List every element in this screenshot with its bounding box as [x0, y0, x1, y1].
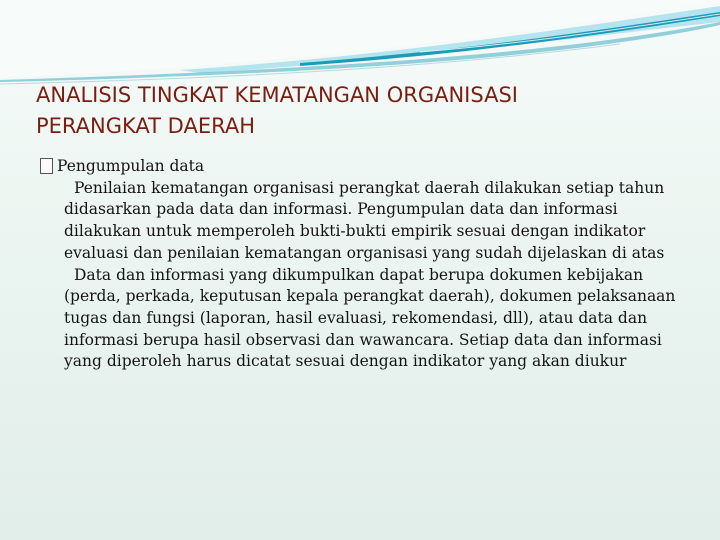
bullet-heading: Pengumpulan data [57, 157, 205, 175]
paragraph-data-informasi: Data dan informasi yang dikumpulkan dapat berupa dokumen kebijakan (perda, perkada, keputusan kepala perangkat daerah), dokumen pelaksanaan tugas dan fungsi (laporan, hasil evaluasi, rekomendasi, dll), atau data dan informasi berupa hasil observasi dan wawancara. Setiap data dan informasi yang diperoleh harus dicatat sesuai dengan indikator yang akan diukur [64, 265, 676, 371]
bullet-item [40, 156, 690, 178]
slide-content [40, 156, 690, 373]
paragraph-penilaian: Penilaian kematangan organisasi perangkat daerah dilakukan setiap tahun didasarkan pada data dan informasi. Pengumpulan data dan informasi dilakukan untuk memperoleh bukti-bukti empirik sesuai dengan indikator evaluasi dan penilaian kematangan organisasi yang sudah dijelaskan di atas [64, 178, 665, 262]
title-line-1: ANALISIS TINGKAT KEMATANGAN ORGANISASI [36, 83, 518, 107]
missing-glyph-box-icon [40, 158, 53, 174]
title-line-2: PERANGKAT DAERAH [36, 114, 255, 138]
wave-banner-icon [0, 0, 720, 90]
slide-title [36, 80, 676, 142]
